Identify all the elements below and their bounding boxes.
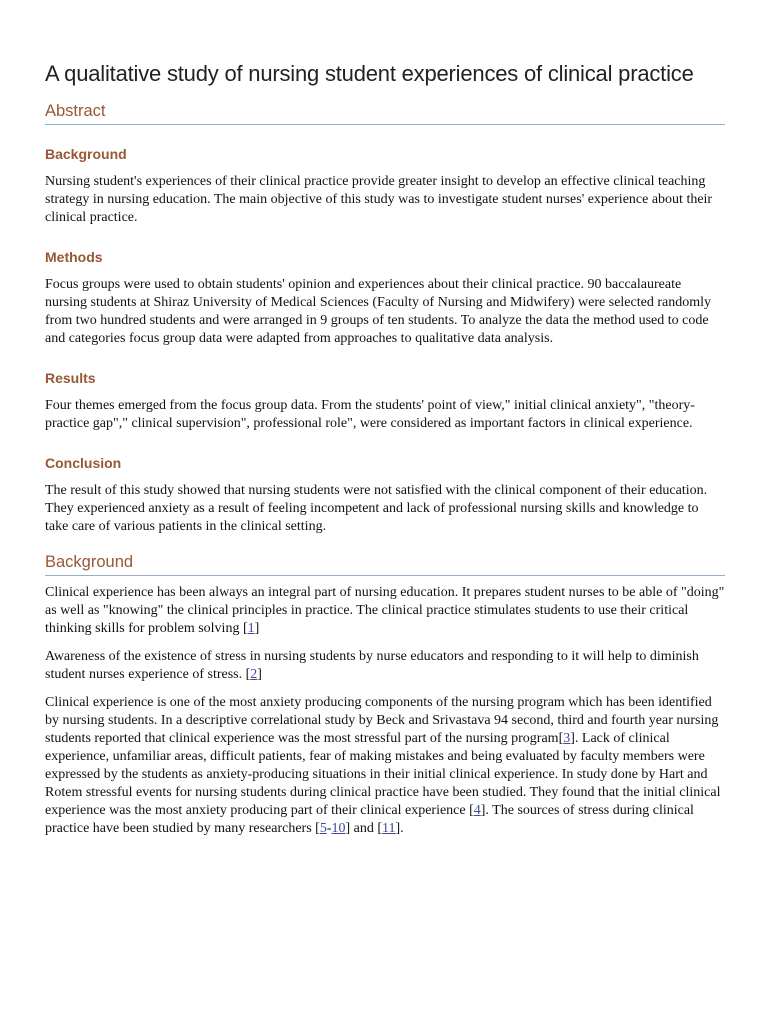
abstract-conclusion-heading: Conclusion [45,455,122,471]
abstract-background-heading: Background [45,146,127,162]
background-paragraph-3 [45,694,725,838]
paragraph-text: ]. [395,821,404,836]
paragraph-text: ]. Lack of clinical experience, unfamiliar areas, difficult patients, fear of making mistakes and being evaluated by faculty members were expressed by the students as anxiety-producing situations in their initial clinical experience. In study done by Hart and Rotem stressful events for nursing students during clinical practice have been studied. They found that the initial clinical experience was the most anxiety producing part of their clinical experience [ [45,731,721,818]
background-paragraph-2 [45,648,725,684]
abstract-background-text: Nursing student's experiences of their clinical practice provide greater insight to develop an effective clinical teaching strategy in nursing education. The main objective of this study was to investigate student nurses' experience about their clinical practice. [45,174,713,225]
citation-link-1[interactable]: 1 [247,621,255,636]
abstract-methods-text: Focus groups were used to obtain students' opinion and experiences about their clinical practice. 90 baccalaureate nursing students at Shiraz University of Medical Sciences (Faculty of Nursing and Midwifery) were selected randomly from two hundred students and were arranged in 9 groups of ten students. To analyze the data the method used to code and categories focus group data were adapted from approaches to qualitative data analysis. [45,277,711,346]
abstract-background [45,145,725,227]
citation-link-10[interactable]: 10 [331,821,346,836]
citation-range-dash: - [326,821,332,836]
paragraph-text: Awareness of the existence of stress in nursing students by nurse educators and responding to it will help to diminish student nurses experience of stress. [ [45,649,699,682]
paragraph-text: ] [254,621,260,636]
abstract-results-text: Four themes emerged from the focus group data. From the students' point of view," initial clinical anxiety", "theory-practice gap"," clinical supervision", professional role", were considered as important factors in clinical experience. [45,398,695,431]
paragraph-text: Clinical experience is one of the most anxiety producing components of the nursing program which has been identified by nursing students. In a descriptive correlational study by Beck and Srivastava 94 second, third and fourth year nursing students reported that clinical experience was the most stressful part of the nursing program[ [45,695,719,746]
paragraph-text: ] and [ [345,821,383,836]
abstract-conclusion [45,454,725,536]
citation-link-4[interactable]: 4 [473,803,481,818]
citation-link-11[interactable]: 11 [382,821,396,836]
abstract-heading: Abstract [45,101,725,125]
paragraph-text: ]. The sources of stress during clinical practice have been studied by many researchers [ [45,803,694,836]
background-heading: Background [45,552,725,576]
paragraph-text: Clinical experience has been always an integral part of nursing education. It prepares student nurses to be able of "doing" as well as "knowing" the clinical principles in practice. The clinical practice stimulates students to use their critical thinking skills for problem solving [ [45,585,725,636]
abstract-methods-heading: Methods [45,249,103,265]
article [45,60,725,848]
abstract-conclusion-text: The result of this study showed that nursing students were not satisfied with the clinical component of their education. They experienced anxiety as a result of feeling incompetent and lack of professional nursing skills and knowledge to take care of various patients in the clinical setting. [45,483,708,534]
abstract-results-heading: Results [45,370,96,386]
citation-link-3[interactable]: 3 [563,731,571,746]
paragraph-text: ] [257,667,262,682]
citation-link-2[interactable]: 2 [250,667,258,682]
citation-link-5[interactable]: 5 [319,821,327,836]
article-title: A qualitative study of nursing student experiences of clinical practice [45,61,694,86]
background-paragraph-1 [45,584,725,638]
abstract-methods [45,248,725,348]
abstract-results [45,369,725,433]
